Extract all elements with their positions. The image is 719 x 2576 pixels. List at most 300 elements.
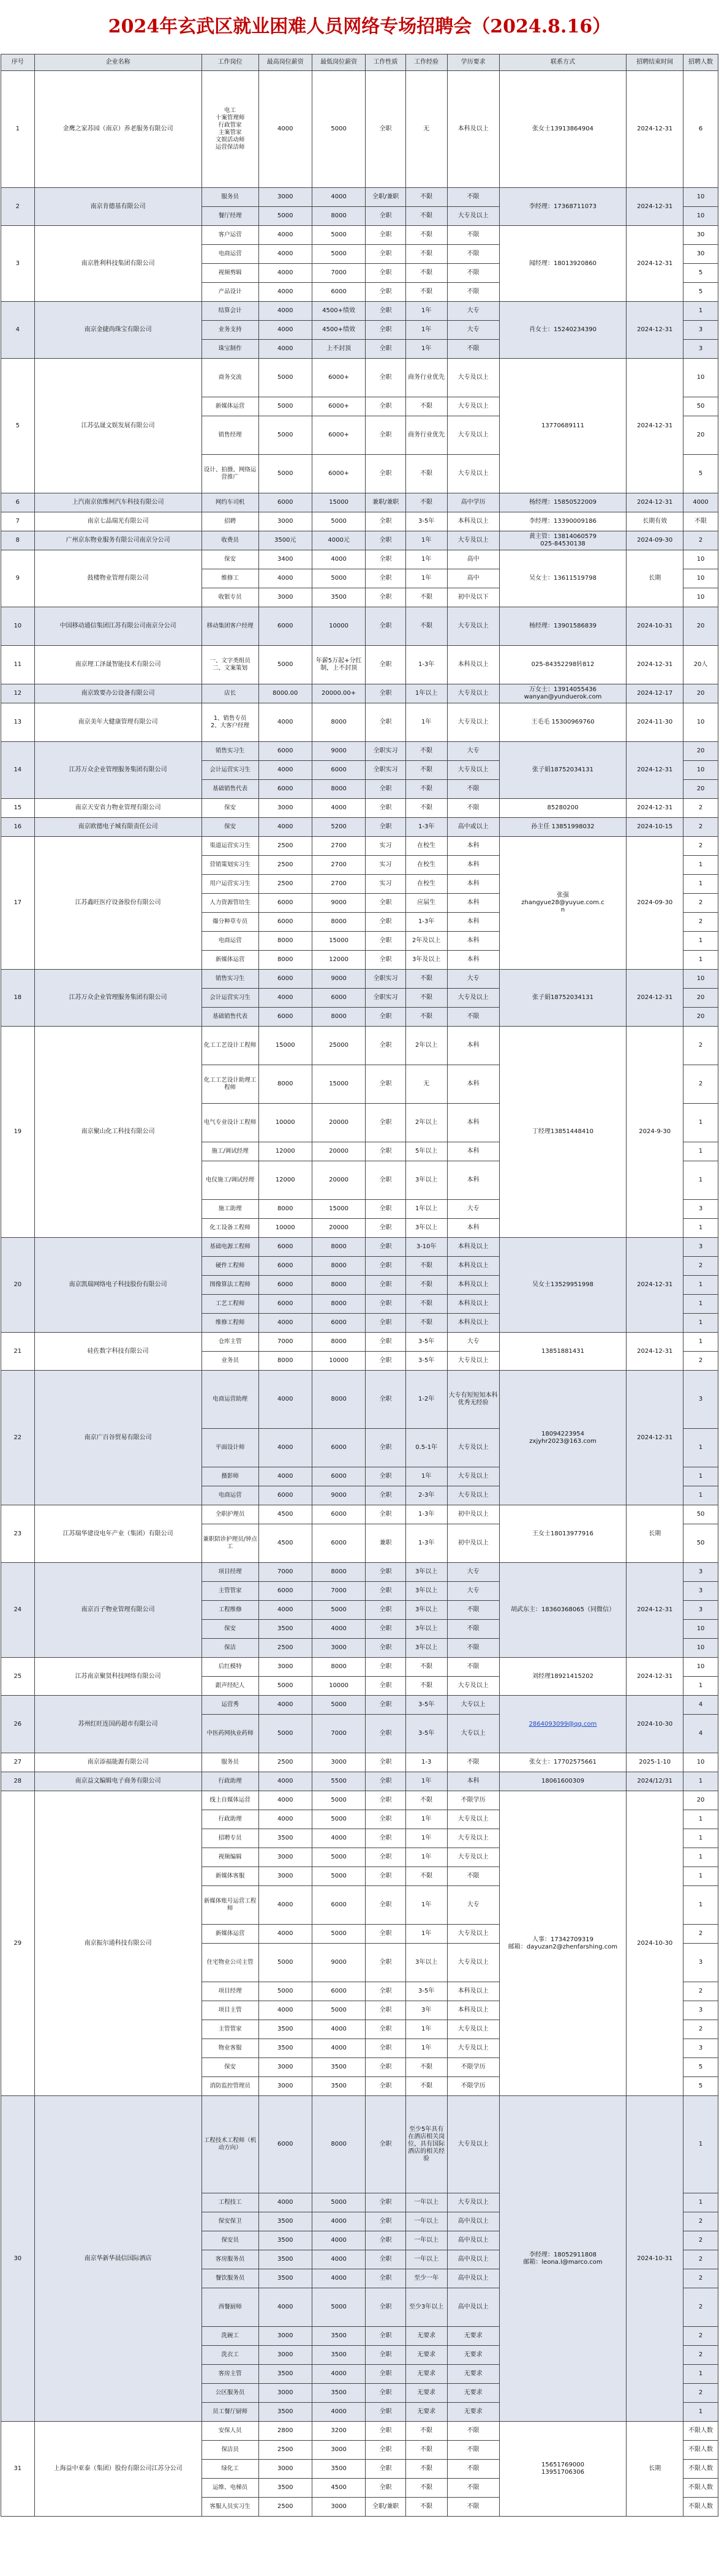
- max-salary: 4000: [258, 2193, 312, 2212]
- table-row: [1, 2422, 718, 2441]
- contact-info: 15651769000 13951706306: [499, 2422, 627, 2517]
- min-salary: 3500: [312, 2327, 365, 2346]
- headcount: 20: [683, 780, 718, 799]
- job-title: 工程技工: [201, 2193, 258, 2212]
- min-salary: 8000: [312, 913, 365, 932]
- experience: 无: [405, 1065, 447, 1104]
- max-salary: 2500: [258, 837, 312, 856]
- experience: 不限: [405, 2460, 447, 2479]
- end-date: 长期: [627, 1505, 683, 1563]
- job-title: 店长: [201, 684, 258, 703]
- education: 本科及以上: [447, 1982, 499, 2001]
- education: 大专及以上: [447, 397, 499, 416]
- max-salary: 3000: [258, 2327, 312, 2346]
- min-salary: 8000: [312, 703, 365, 742]
- end-date: 2024-12-31: [627, 1658, 683, 1696]
- headcount: 10: [683, 761, 718, 780]
- job-type: 全职: [366, 932, 406, 951]
- education: 不限: [447, 1867, 499, 1886]
- headcount: 2: [683, 1257, 718, 1276]
- min-salary: 3500: [312, 2077, 365, 2096]
- job-title: 仓库主管: [201, 1333, 258, 1352]
- headcount: 1: [683, 1161, 718, 1200]
- experience: 3-5年: [405, 1352, 447, 1371]
- education: 不限: [447, 1601, 499, 1620]
- header-min-salary: 最低岗位薪资: [312, 54, 365, 71]
- max-salary: 4500: [258, 1505, 312, 1524]
- header-position: 工作岗位: [201, 54, 258, 71]
- max-salary: 4000: [258, 569, 312, 588]
- min-salary: 5000: [312, 226, 365, 245]
- end-date: 2024-10-31: [627, 2096, 683, 2422]
- max-salary: 4000: [258, 302, 312, 321]
- job-type: 实习: [366, 875, 406, 894]
- experience: 3年以上: [405, 1601, 447, 1620]
- education: 大专及以上: [447, 1848, 499, 1867]
- experience: 3-5年: [405, 1333, 447, 1352]
- experience: 不限: [405, 1295, 447, 1314]
- max-salary: 3000: [258, 188, 312, 207]
- table-row: [1, 837, 718, 856]
- min-salary: 5000: [312, 245, 365, 264]
- job-type: 全职: [366, 1658, 406, 1677]
- company-name: 南京金捷尚珠宝有限公司: [34, 302, 201, 359]
- job-title: 基础销售代表: [201, 780, 258, 799]
- min-salary: 6000: [312, 1505, 365, 1524]
- headcount: 20: [683, 989, 718, 1008]
- job-title: 珠宝制作: [201, 340, 258, 359]
- job-type: 全职: [366, 2403, 406, 2422]
- max-salary: 6000: [258, 1295, 312, 1314]
- contact-info: 李经理：18052911808 邮箱：leona.l@marco.com: [499, 2096, 627, 2422]
- headcount: 5: [683, 264, 718, 283]
- headcount: 3: [683, 1238, 718, 1257]
- table-row: [1, 1333, 718, 1352]
- headcount: 2: [683, 894, 718, 913]
- min-salary: 9000: [312, 970, 365, 989]
- headcount: 2: [683, 1065, 718, 1104]
- min-salary: 3000: [312, 2498, 365, 2517]
- table-row: [1, 188, 718, 207]
- job-type: 全职: [366, 569, 406, 588]
- header-contact: 联系方式: [499, 54, 627, 71]
- contact-info: 杨经理：13901586839: [499, 607, 627, 646]
- headcount: 10: [683, 703, 718, 742]
- headcount: 4000: [683, 493, 718, 512]
- max-salary: 3500: [258, 2231, 312, 2250]
- job-type: 全职: [366, 1161, 406, 1200]
- table-row: [1, 2096, 718, 2193]
- row-number: 11: [1, 646, 35, 684]
- max-salary: 5000: [258, 207, 312, 226]
- company-name: 江苏南京聚贤科技网络有限公司: [34, 1658, 201, 1696]
- education: 大专及以上: [447, 1829, 499, 1848]
- min-salary: 4000: [312, 2039, 365, 2058]
- min-salary: 上不封顶: [312, 340, 365, 359]
- experience: 3-10年: [405, 1238, 447, 1257]
- job-title: 服务员: [201, 1753, 258, 1772]
- max-salary: 4000: [258, 1429, 312, 1467]
- education: 大专及以上: [447, 989, 499, 1008]
- table-row: [1, 1696, 718, 1715]
- headcount: 2: [683, 2269, 718, 2288]
- job-type: 全职: [366, 684, 406, 703]
- min-salary: 5000: [312, 71, 365, 188]
- min-salary: 5000: [312, 1925, 365, 1944]
- education: 不限: [447, 226, 499, 245]
- headcount: 1: [683, 1848, 718, 1867]
- row-number: 27: [1, 1753, 35, 1772]
- job-title: 工程技术工程师（机动方向）: [201, 2096, 258, 2193]
- experience: 1-3年: [405, 818, 447, 837]
- job-type: 全职: [366, 2288, 406, 2327]
- job-type: 全职: [366, 1200, 406, 1219]
- job-type: 全职: [366, 1429, 406, 1467]
- table-row: [1, 302, 718, 321]
- max-salary: 3000: [258, 2346, 312, 2365]
- experience: 不限: [405, 1658, 447, 1677]
- headcount: 20: [683, 1791, 718, 1810]
- table-row: [1, 684, 718, 703]
- job-title: 会计运营实习生: [201, 761, 258, 780]
- job-type: 全职: [366, 1620, 406, 1639]
- min-salary: 2700: [312, 856, 365, 875]
- job-title: 爆分种草专员: [201, 913, 258, 932]
- job-type: 全职: [366, 1810, 406, 1829]
- headcount: 2: [683, 1925, 718, 1944]
- headcount: 3: [683, 1601, 718, 1620]
- row-number: 6: [1, 493, 35, 512]
- experience: 1年: [405, 2020, 447, 2039]
- min-salary: 3000: [312, 2441, 365, 2460]
- headcount: 1: [683, 2193, 718, 2212]
- min-salary: 8000: [312, 1238, 365, 1257]
- row-number: 24: [1, 1563, 35, 1658]
- max-salary: 6000: [258, 1008, 312, 1027]
- min-salary: 7000: [312, 1582, 365, 1601]
- min-salary: 5000: [312, 1810, 365, 1829]
- experience: 3年以上: [405, 1620, 447, 1639]
- contact-info: 闻经理：18013920860: [499, 226, 627, 302]
- end-date: 长期有效: [627, 512, 683, 531]
- experience: 无要求: [405, 2384, 447, 2403]
- experience: 0.5-1年: [405, 1429, 447, 1467]
- job-title: 化工工艺设计助理工程师: [201, 1065, 258, 1104]
- education: 大专及以上: [447, 2096, 499, 2193]
- job-type: 兼职/兼职: [366, 493, 406, 512]
- headcount: 20: [683, 742, 718, 761]
- headcount: 1: [683, 1772, 718, 1791]
- end-date: 2024-10-30: [627, 1696, 683, 1753]
- job-title: 摄影师: [201, 1467, 258, 1486]
- headcount: 1: [683, 2365, 718, 2384]
- education: 不限: [447, 2460, 499, 2479]
- experience: 至少一年: [405, 2269, 447, 2288]
- education: 本科: [447, 894, 499, 913]
- experience: 商务行业优先: [405, 359, 447, 397]
- experience: 不限: [405, 742, 447, 761]
- contact-info: 胡武东主：18360368065（同微信）: [499, 1563, 627, 1658]
- job-type: 全职: [366, 1219, 406, 1238]
- contact-info: 13770689111: [499, 359, 627, 493]
- table-row: [1, 359, 718, 397]
- job-type: 全职实习: [366, 761, 406, 780]
- min-salary: 7000: [312, 1715, 365, 1753]
- row-number: 17: [1, 837, 35, 970]
- row-number: 5: [1, 359, 35, 493]
- company-name: 江苏万众企业管理服务集团有限公司: [34, 742, 201, 799]
- job-type: 全职: [366, 2384, 406, 2403]
- headcount: 1: [683, 1486, 718, 1505]
- job-type: 全职: [366, 2422, 406, 2441]
- table-row: [1, 550, 718, 569]
- job-type: 全职: [366, 264, 406, 283]
- row-number: 22: [1, 1371, 35, 1505]
- max-salary: 5000: [258, 646, 312, 684]
- min-salary: 5000: [312, 2001, 365, 2020]
- end-date: 2024-12-31: [627, 799, 683, 818]
- headcount: 1: [683, 1829, 718, 1848]
- min-salary: 8000: [312, 207, 365, 226]
- min-salary: 6000+: [312, 397, 365, 416]
- experience: 一年以上: [405, 2231, 447, 2250]
- max-salary: 4000: [258, 340, 312, 359]
- education: 无要求: [447, 2384, 499, 2403]
- headcount: 30: [683, 245, 718, 264]
- experience: 不限: [405, 1257, 447, 1276]
- headcount: 20人: [683, 646, 718, 684]
- min-salary: 5000: [312, 569, 365, 588]
- contact-info: 王女士18013977916: [499, 1505, 627, 1563]
- headcount: 1: [683, 1295, 718, 1314]
- job-type: 全职: [366, 1791, 406, 1810]
- job-type: 全职: [366, 397, 406, 416]
- education: 大专及以上: [447, 1467, 499, 1486]
- education: 不限: [447, 340, 499, 359]
- company-name: 苏州红旺连国药超市有限公司: [34, 1696, 201, 1753]
- education: 初中及以上: [447, 1505, 499, 1524]
- company-name: 上海益中亚泰（集团）股份有限公司江苏分公司: [34, 2422, 201, 2517]
- job-type: 全职: [366, 207, 406, 226]
- min-salary: 20000: [312, 1142, 365, 1161]
- job-type: 全职: [366, 799, 406, 818]
- experience: 不限: [405, 761, 447, 780]
- min-salary: 20000.00+: [312, 684, 365, 703]
- experience: 不限: [405, 588, 447, 607]
- job-title: 主管管家: [201, 1582, 258, 1601]
- experience: 3年及以上: [405, 951, 447, 970]
- experience: 3-5年: [405, 1696, 447, 1715]
- contact-info[interactable]: 2864093099@qq.com: [499, 1696, 627, 1753]
- min-salary: 4000: [312, 188, 365, 207]
- experience: 不限: [405, 607, 447, 646]
- job-type: 全职: [366, 2327, 406, 2346]
- job-type: 全职: [366, 1505, 406, 1524]
- job-title: 硬件工程师: [201, 1257, 258, 1276]
- end-date: 2024-10-15: [627, 818, 683, 837]
- table-row: [1, 1658, 718, 1677]
- end-date: 2024-12-31: [627, 1563, 683, 1658]
- experience: 无: [405, 71, 447, 188]
- min-salary: 15000: [312, 1200, 365, 1219]
- education: 大专及以上: [447, 2020, 499, 2039]
- max-salary: 4000: [258, 1696, 312, 1715]
- job-title: 新媒体运营: [201, 951, 258, 970]
- education: 本科: [447, 1142, 499, 1161]
- education: 高中或以上: [447, 818, 499, 837]
- min-salary: 6000: [312, 1524, 365, 1563]
- job-title: 兼职陪诊护理员/钟点工: [201, 1524, 258, 1563]
- min-salary: 4500: [312, 2479, 365, 2498]
- row-number: 1: [1, 71, 35, 188]
- job-title: 全职护理员: [201, 1505, 258, 1524]
- headcount: 1: [683, 951, 718, 970]
- min-salary: 8000: [312, 1257, 365, 1276]
- min-salary: 6000: [312, 283, 365, 302]
- education: 大专: [447, 1563, 499, 1582]
- company-name: 南京益文编辑电子商务有限公司: [34, 1772, 201, 1791]
- max-salary: 6000: [258, 1257, 312, 1276]
- job-type: 全职: [366, 2250, 406, 2269]
- max-salary: 4000: [258, 2288, 312, 2327]
- experience: 3年以上: [405, 1161, 447, 1200]
- min-salary: 8000: [312, 1008, 365, 1027]
- max-salary: 4000: [258, 989, 312, 1008]
- end-date: 2024-09-30: [627, 531, 683, 550]
- min-salary: 6000: [312, 1467, 365, 1486]
- headcount: 10: [683, 970, 718, 989]
- education: 本科及以上: [447, 1276, 499, 1295]
- row-number: 26: [1, 1696, 35, 1753]
- min-salary: 6000: [312, 761, 365, 780]
- headcount: 1: [683, 1104, 718, 1142]
- experience: 1年: [405, 1848, 447, 1867]
- education: 不限: [447, 799, 499, 818]
- education: 本科: [447, 1772, 499, 1791]
- headcount: 10: [683, 550, 718, 569]
- headcount: 1: [683, 1219, 718, 1238]
- job-title: 移动集团客户经理: [201, 607, 258, 646]
- education: 不限: [447, 188, 499, 207]
- headcount: 5: [683, 2077, 718, 2096]
- experience: 不限: [405, 2441, 447, 2460]
- education: 本科: [447, 1161, 499, 1200]
- min-salary: 5000: [312, 2288, 365, 2327]
- headcount: 10: [683, 359, 718, 397]
- company-name: 江苏弘晟文娱发展有限公司: [34, 359, 201, 493]
- experience: 不限: [405, 989, 447, 1008]
- job-type: 全职: [366, 340, 406, 359]
- min-salary: 4000: [312, 2365, 365, 2384]
- job-title: 基础电源工程师: [201, 1238, 258, 1257]
- max-salary: 6000: [258, 2096, 312, 2193]
- contact-info: 13851881431: [499, 1333, 627, 1371]
- experience: 不限: [405, 1008, 447, 1027]
- table-row: [1, 818, 718, 837]
- education: 大专及以上: [447, 2039, 499, 2058]
- job-type: 全职: [366, 1563, 406, 1582]
- max-salary: 2800: [258, 2422, 312, 2441]
- job-title: 工程维修: [201, 1601, 258, 1620]
- job-title: 运维、电梯员: [201, 2479, 258, 2498]
- education: 不限: [447, 2441, 499, 2460]
- headcount: 10: [683, 569, 718, 588]
- row-number: 15: [1, 799, 35, 818]
- job-title: 洗碗工: [201, 2327, 258, 2346]
- job-title: 电商运营: [201, 245, 258, 264]
- job-type: 全职: [366, 1238, 406, 1257]
- table-row: [1, 703, 718, 742]
- table-row: [1, 1772, 718, 1791]
- job-title: 销售实习生: [201, 742, 258, 761]
- job-title: 维修工程师: [201, 1314, 258, 1333]
- max-salary: 6000: [258, 742, 312, 761]
- max-salary: 3500: [258, 2365, 312, 2384]
- min-salary: 4000: [312, 2231, 365, 2250]
- max-salary: 4000: [258, 761, 312, 780]
- job-title: 后红模特: [201, 1658, 258, 1677]
- job-title: 一、文字类组员 二、文案策划: [201, 646, 258, 684]
- job-title: 化工工艺设计工程师: [201, 1027, 258, 1065]
- headcount: 2: [683, 1027, 718, 1065]
- min-salary: 5000: [312, 1867, 365, 1886]
- min-salary: 8000: [312, 1658, 365, 1677]
- job-title: 中医药网执业药师: [201, 1715, 258, 1753]
- education: 高中: [447, 569, 499, 588]
- max-salary: 3000: [258, 2058, 312, 2077]
- experience: 不限: [405, 2422, 447, 2441]
- education: 不限: [447, 1008, 499, 1027]
- max-salary: 2500: [258, 2498, 312, 2517]
- max-salary: 3000: [258, 588, 312, 607]
- job-title: 招聘专员: [201, 1829, 258, 1848]
- job-title: 视频剪辑: [201, 264, 258, 283]
- company-name: 江苏万众企业管理服务集团有限公司: [34, 970, 201, 1027]
- end-date: 2024-12-31: [627, 970, 683, 1027]
- max-salary: 3500: [258, 2039, 312, 2058]
- headcount: 2: [683, 2020, 718, 2039]
- headcount: 1: [683, 1142, 718, 1161]
- end-date: 2024-12-31: [627, 493, 683, 512]
- min-salary: 4000: [312, 1620, 365, 1639]
- job-title: 住宅物业公司主管: [201, 1944, 258, 1982]
- job-title: 产品设计: [201, 283, 258, 302]
- headcount: 10: [683, 1620, 718, 1639]
- end-date: 2024-09-30: [627, 837, 683, 970]
- job-title: 保安: [201, 818, 258, 837]
- experience: 不限: [405, 455, 447, 493]
- job-title: 项目经理: [201, 1982, 258, 2001]
- experience: 3-5年: [405, 1715, 447, 1753]
- table-row: [1, 1505, 718, 1524]
- min-salary: 4000: [312, 2269, 365, 2288]
- experience: 1年: [405, 1886, 447, 1925]
- company-name: 南京华新华晨信国际酒店: [34, 2096, 201, 2422]
- min-salary: 6000: [312, 989, 365, 1008]
- min-salary: 5000: [312, 1601, 365, 1620]
- max-salary: 6000: [258, 1276, 312, 1295]
- job-type: 全职: [366, 2001, 406, 2020]
- education: 本科: [447, 1219, 499, 1238]
- job-title: 施工助理: [201, 1200, 258, 1219]
- education: 大专及以上: [447, 1429, 499, 1467]
- headcount: 5: [683, 283, 718, 302]
- education: 大专及以上: [447, 1352, 499, 1371]
- max-salary: 2500: [258, 1753, 312, 1772]
- row-number: 4: [1, 302, 35, 359]
- row-number: 3: [1, 226, 35, 302]
- experience: 1年: [405, 1810, 447, 1829]
